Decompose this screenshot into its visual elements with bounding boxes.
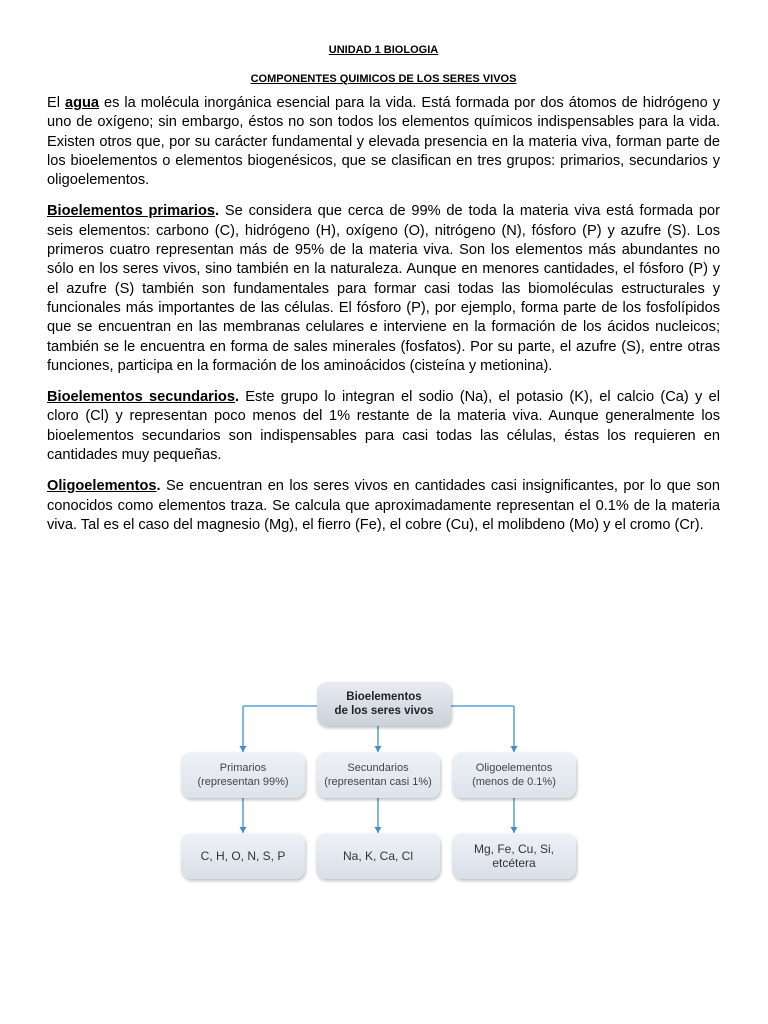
group-box-oligoelementos xyxy=(452,752,576,798)
leaf-elements: C, H, O, N, S, P xyxy=(200,849,286,863)
leaf-box-primarios xyxy=(181,833,305,879)
group-share: (representan 99%) xyxy=(197,776,289,788)
group-box-primarios xyxy=(181,752,305,798)
group-label: Primarios xyxy=(219,762,267,774)
paragraph-agua xyxy=(47,94,720,190)
term-primarios: Bioelementos primarios xyxy=(47,203,216,220)
paragraph-text: Este grupo lo integran el sodio (Na), el potasio (K), el calcio (Ca) y el cloro (Cl) y representan poco menos del 1% restante de la materia viva. Aunque generalmente los bioelementos secundarios son indispensables para casi todas las células, éstas los requieren en cantidades muy pequeñas. xyxy=(47,389,720,464)
diagram-root-box xyxy=(317,682,451,726)
group-share: (menos de 0.1%) xyxy=(472,776,556,788)
group-share: (representan casi 1%) xyxy=(324,776,432,788)
leaf-elements-more: etcétera xyxy=(492,856,536,870)
term-agua: agua xyxy=(64,95,100,111)
group-label: Oligoelementos xyxy=(475,762,553,774)
paragraph-lead: El xyxy=(47,95,65,111)
leaf-elements: Na, K, Ca, Cl xyxy=(342,849,414,863)
document-page xyxy=(47,44,720,547)
term-oligoelementos: Oligoelementos xyxy=(47,478,157,495)
term-separator: . xyxy=(234,389,239,406)
leaf-elements: Mg, Fe, Cu, Si, xyxy=(473,842,555,856)
root-line2: de los seres vivos xyxy=(334,705,434,717)
paragraph-text: Se considera que cerca de 99% de toda la materia viva está formada por seis elementos: carbono (C), hidrógeno (H), oxígeno (O), nitrógeno (N), fósforo (P) y azufre (S). Los primeros cuatro representan más de 95% de la materia viva. Son los elementos más abundantes no sólo en los seres vivos, sino también en la naturaleza. Aunque en menores cantidades, el fósforo (P) y el azufre (S) también son fundamentales para formar casi todas las biomoléculas estructurales y funcionales más importantes de las células. El fósforo (P), por ejemplo, forma parte de los fosfolípidos que se encuentran en las membranas celulares e interviene en la formación de los ácidos nucleicos; también se le encuentra en forma de sales minerales (fosfatos). Por su parte, el azufre (S), entre otras funciones, participa en la formación de los aminoácidos (cisteína y metionina). xyxy=(47,203,720,374)
group-label: Secundarios xyxy=(347,762,409,774)
paragraph-primarios xyxy=(47,202,720,376)
paragraph-oligoelementos xyxy=(47,477,720,535)
term-separator: . xyxy=(156,478,161,495)
root-line1: Bioelementos xyxy=(346,691,422,703)
document-title: UNIDAD 1 BIOLOGIA xyxy=(328,44,439,56)
paragraph-text: es la molécula inorgánica esencial para la vida. Está formada por dos átomos de hidrógeno y uno de oxígeno; sin embargo, éstos no son todos los elementos químicos indispensables para la vida. Existen otros que, por su carácter fundamental y elevada presencia en la materia viva, forman parte de los bioelementos o elementos biogenésicos, que se clasifican en tres grupos: primarios, secundarios y oligoelementos. xyxy=(47,95,720,189)
document-subtitle: COMPONENTES QUIMICOS DE LOS SERES VIVOS xyxy=(250,73,517,85)
leaf-box-secundarios xyxy=(316,833,440,879)
term-secundarios: Bioelementos secundarios xyxy=(47,389,235,406)
paragraph-text: Se encuentran en los seres vivos en cantidades casi insignificantes, por lo que son conocidos como elementos traza. Se calcula que aproximadamente representan el 0.1% de la materia viva. Tal es el caso del magnesio (Mg), el fierro (Fe), el cobre (Cu), el molibdeno (Mo) y el cromo (Cr). xyxy=(47,478,720,533)
group-box-secundarios xyxy=(316,752,440,798)
leaf-box-oligoelementos xyxy=(452,833,576,879)
bioelements-diagram xyxy=(180,680,554,886)
term-separator: . xyxy=(215,203,220,220)
paragraph-secundarios xyxy=(47,388,720,465)
